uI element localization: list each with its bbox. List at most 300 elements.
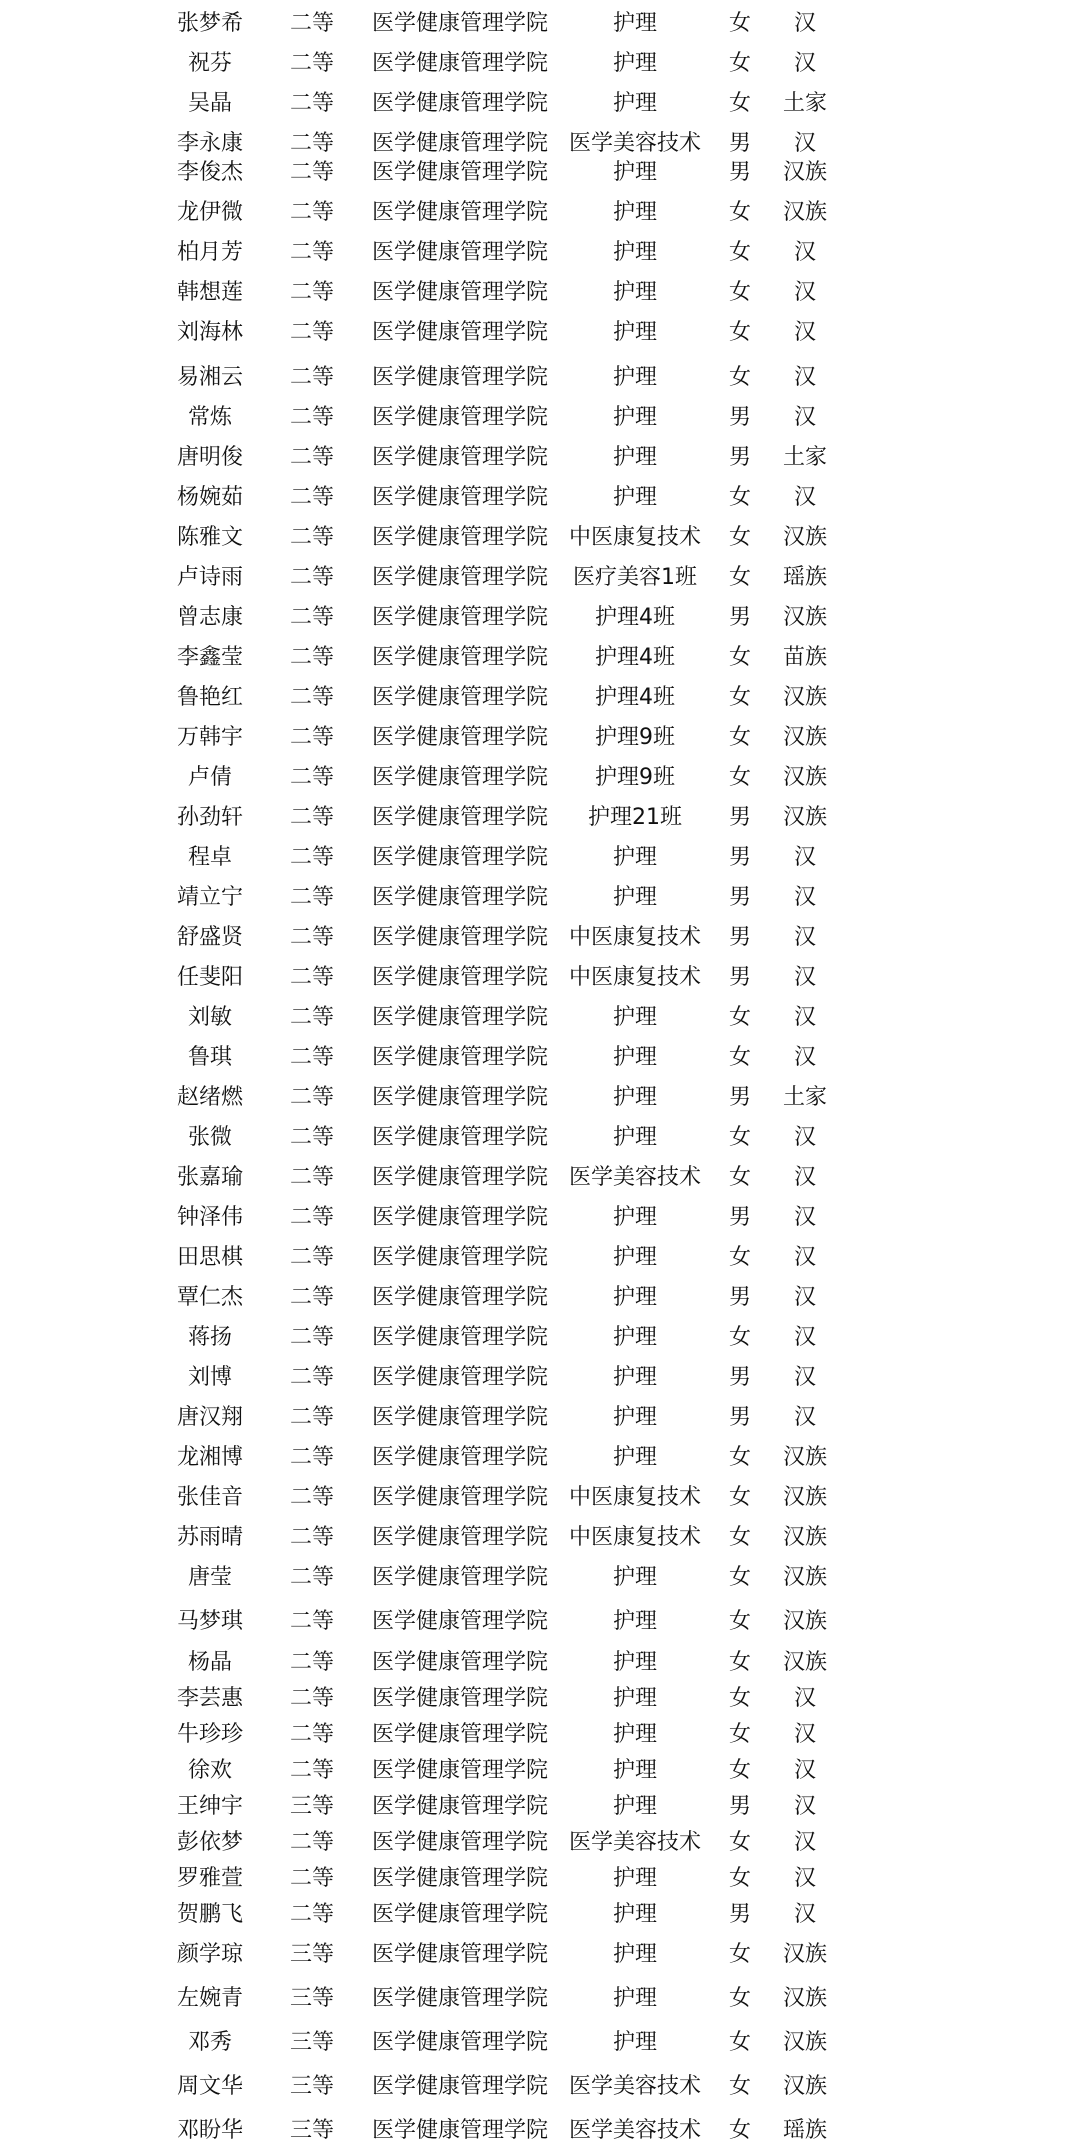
ethnicity-cell: 汉 (793, 1165, 816, 1190)
ethnicity-cell: 汉 (793, 925, 816, 950)
college-name-cell: 医学健康管理学院 (371, 845, 548, 870)
ethnicity-cell: 汉 (793, 1245, 816, 1270)
ethnicity-cell: 汉族 (782, 1609, 827, 1634)
student-name-cell: 蒋扬 (187, 1325, 232, 1350)
major-name-cell: 护理 (612, 485, 657, 510)
student-name-cell: 刘博 (187, 1365, 232, 1390)
ethnicity-cell: 汉族 (782, 685, 827, 710)
student-name-cell: 鲁艳红 (176, 685, 243, 710)
student-name-cell: 卢诗雨 (176, 565, 243, 590)
college-name-cell: 医学健康管理学院 (371, 1609, 548, 1634)
major-name-cell: 医学美容技术 (568, 2118, 701, 2143)
ethnicity-cell: 汉族 (782, 1650, 827, 1675)
gender-cell: 女 (728, 1005, 751, 1030)
award-level-cell: 三等 (289, 2118, 334, 2143)
gender-cell: 男 (728, 160, 751, 185)
major-name-cell: 中医康复技术 (568, 1485, 701, 1510)
student-name-cell: 陈雅文 (176, 525, 243, 550)
major-name-cell: 护理 (612, 1609, 657, 1634)
gender-cell: 女 (728, 1325, 751, 1350)
ethnicity-cell: 汉 (793, 845, 816, 870)
table-row (0, 1238, 1080, 1278)
table-row (0, 1895, 1080, 1935)
major-name-cell: 护理9班 (595, 765, 675, 790)
major-name-cell: 护理 (612, 1794, 657, 1819)
college-name-cell: 医学健康管理学院 (371, 805, 548, 830)
table-row (0, 313, 1080, 353)
student-name-cell: 吴晶 (187, 91, 232, 116)
table-row (0, 438, 1080, 478)
gender-cell: 男 (728, 925, 751, 950)
gender-cell: 女 (728, 1609, 751, 1634)
gender-cell: 女 (728, 1125, 751, 1150)
major-name-cell: 护理 (612, 845, 657, 870)
student-name-cell: 马梦琪 (176, 1609, 243, 1634)
gender-cell: 男 (728, 885, 751, 910)
major-name-cell: 护理 (612, 51, 657, 76)
ethnicity-cell: 苗族 (782, 645, 827, 670)
student-name-cell: 左婉青 (176, 1986, 243, 2011)
college-name-cell: 医学健康管理学院 (371, 1866, 548, 1891)
college-name-cell: 医学健康管理学院 (371, 1902, 548, 1927)
college-name-cell: 医学健康管理学院 (371, 885, 548, 910)
ethnicity-cell: 汉 (793, 280, 816, 305)
ethnicity-cell: 汉族 (782, 1445, 827, 1470)
student-name-cell: 李芸惠 (176, 1686, 243, 1711)
college-name-cell: 医学健康管理学院 (371, 645, 548, 670)
major-name-cell: 中医康复技术 (568, 1525, 701, 1550)
student-name-cell: 任斐阳 (176, 965, 243, 990)
table-row (0, 1751, 1080, 1791)
award-level-cell: 二等 (289, 1650, 334, 1675)
college-name-cell: 医学健康管理学院 (371, 2074, 548, 2099)
major-name-cell: 护理 (612, 200, 657, 225)
award-level-cell: 二等 (289, 91, 334, 116)
college-name-cell: 医学健康管理学院 (371, 1722, 548, 1747)
major-name-cell: 护理4班 (595, 645, 675, 670)
student-name-cell: 万韩宇 (176, 725, 243, 750)
award-level-cell: 二等 (289, 1686, 334, 1711)
award-level-cell: 二等 (289, 1405, 334, 1430)
table-row (0, 1787, 1080, 1827)
major-name-cell: 护理 (612, 445, 657, 470)
table-row (0, 1438, 1080, 1478)
ethnicity-cell: 汉 (793, 1866, 816, 1891)
college-name-cell: 医学健康管理学院 (371, 280, 548, 305)
award-level-cell: 二等 (289, 200, 334, 225)
ethnicity-cell: 汉族 (782, 2074, 827, 2099)
award-level-cell: 三等 (289, 2030, 334, 2055)
college-name-cell: 医学健康管理学院 (371, 405, 548, 430)
award-level-cell: 三等 (289, 2074, 334, 2099)
major-name-cell: 护理 (612, 280, 657, 305)
gender-cell: 男 (728, 1285, 751, 1310)
award-level-cell: 二等 (289, 565, 334, 590)
award-level-cell: 二等 (289, 525, 334, 550)
major-name-cell: 护理 (612, 320, 657, 345)
gender-cell: 男 (728, 805, 751, 830)
award-level-cell: 二等 (289, 160, 334, 185)
major-name-cell: 护理 (612, 1986, 657, 2011)
ethnicity-cell: 汉 (793, 11, 816, 36)
ethnicity-cell: 汉族 (782, 1942, 827, 1967)
ethnicity-cell: 汉族 (782, 805, 827, 830)
table-row (0, 478, 1080, 518)
student-name-cell: 苏雨晴 (176, 1525, 243, 1550)
college-name-cell: 医学健康管理学院 (371, 1650, 548, 1675)
award-level-cell: 二等 (289, 1125, 334, 1150)
college-name-cell: 医学健康管理学院 (371, 365, 548, 390)
ethnicity-cell: 汉 (793, 1794, 816, 1819)
college-name-cell: 医学健康管理学院 (371, 1445, 548, 1470)
table-row (0, 1158, 1080, 1198)
gender-cell: 男 (728, 131, 751, 156)
major-name-cell: 医学美容技术 (568, 131, 701, 156)
table-row (0, 1398, 1080, 1438)
student-name-cell: 周文华 (176, 2074, 243, 2099)
ethnicity-cell: 土家 (782, 445, 827, 470)
gender-cell: 男 (728, 1085, 751, 1110)
college-name-cell: 医学健康管理学院 (371, 2030, 548, 2055)
award-level-cell: 三等 (289, 1942, 334, 1967)
major-name-cell: 护理 (612, 2030, 657, 2055)
major-name-cell: 护理 (612, 1285, 657, 1310)
major-name-cell: 医疗美容1班 (573, 565, 697, 590)
student-name-cell: 颜学琼 (176, 1942, 243, 1967)
gender-cell: 女 (728, 1565, 751, 1590)
gender-cell: 女 (728, 1045, 751, 1070)
gender-cell: 男 (728, 1794, 751, 1819)
gender-cell: 女 (728, 51, 751, 76)
table-row (0, 758, 1080, 798)
student-name-cell: 张佳音 (176, 1485, 243, 1510)
table-row (0, 998, 1080, 1038)
major-name-cell: 护理 (612, 1758, 657, 1783)
gender-cell: 女 (728, 685, 751, 710)
award-level-cell: 二等 (289, 240, 334, 265)
college-name-cell: 医学健康管理学院 (371, 51, 548, 76)
college-name-cell: 医学健康管理学院 (371, 765, 548, 790)
table-row (0, 878, 1080, 918)
table-row (0, 1602, 1080, 1642)
student-name-cell: 靖立宁 (176, 885, 243, 910)
student-name-cell: 鲁琪 (187, 1045, 232, 1070)
table-row (0, 1118, 1080, 1158)
student-name-cell: 唐莹 (187, 1565, 232, 1590)
college-name-cell: 医学健康管理学院 (371, 1794, 548, 1819)
ethnicity-cell: 汉 (793, 131, 816, 156)
table-row (0, 518, 1080, 558)
college-name-cell: 医学健康管理学院 (371, 1986, 548, 2011)
gender-cell: 女 (728, 1722, 751, 1747)
gender-cell: 女 (728, 320, 751, 345)
student-name-cell: 程卓 (187, 845, 232, 870)
table-row (0, 2023, 1080, 2063)
college-name-cell: 医学健康管理学院 (371, 1942, 548, 1967)
gender-cell: 男 (728, 405, 751, 430)
ethnicity-cell: 汉 (793, 1758, 816, 1783)
award-level-cell: 三等 (289, 1794, 334, 1819)
college-name-cell: 医学健康管理学院 (371, 1125, 548, 1150)
gender-cell: 女 (728, 91, 751, 116)
student-name-cell: 田思棋 (176, 1245, 243, 1270)
award-level-cell: 二等 (289, 1722, 334, 1747)
table-row (0, 678, 1080, 718)
award-level-cell: 二等 (289, 925, 334, 950)
award-level-cell: 二等 (289, 11, 334, 36)
student-name-cell: 龙湘博 (176, 1445, 243, 1470)
table-row (0, 1643, 1080, 1683)
major-name-cell: 护理 (612, 1325, 657, 1350)
gender-cell: 男 (728, 965, 751, 990)
ethnicity-cell: 汉 (793, 1005, 816, 1030)
ethnicity-cell: 汉族 (782, 765, 827, 790)
college-name-cell: 医学健康管理学院 (371, 1405, 548, 1430)
major-name-cell: 护理 (612, 91, 657, 116)
student-name-cell: 王绅宇 (176, 1794, 243, 1819)
student-name-cell: 邓盼华 (176, 2118, 243, 2143)
table-row (0, 918, 1080, 958)
gender-cell: 男 (728, 1405, 751, 1430)
gender-cell: 女 (728, 1445, 751, 1470)
award-level-cell: 二等 (289, 1609, 334, 1634)
ethnicity-cell: 汉 (793, 405, 816, 430)
ethnicity-cell: 汉族 (782, 200, 827, 225)
table-row (0, 1318, 1080, 1358)
major-name-cell: 中医康复技术 (568, 925, 701, 950)
major-name-cell: 医学美容技术 (568, 2074, 701, 2099)
major-name-cell: 护理 (612, 405, 657, 430)
college-name-cell: 医学健康管理学院 (371, 565, 548, 590)
gender-cell: 女 (728, 645, 751, 670)
award-level-cell: 二等 (289, 1565, 334, 1590)
college-name-cell: 医学健康管理学院 (371, 1045, 548, 1070)
gender-cell: 女 (728, 1686, 751, 1711)
gender-cell: 女 (728, 525, 751, 550)
table-row (0, 193, 1080, 233)
award-level-cell: 二等 (289, 131, 334, 156)
ethnicity-cell: 汉 (793, 1125, 816, 1150)
college-name-cell: 医学健康管理学院 (371, 1085, 548, 1110)
student-name-cell: 贺鹏飞 (176, 1902, 243, 1927)
ethnicity-cell: 汉 (793, 885, 816, 910)
award-level-cell: 二等 (289, 1205, 334, 1230)
ethnicity-cell: 汉 (793, 365, 816, 390)
gender-cell: 女 (728, 1866, 751, 1891)
gender-cell: 女 (728, 240, 751, 265)
table-row (0, 84, 1080, 124)
table-row (0, 1558, 1080, 1598)
major-name-cell: 护理 (612, 1445, 657, 1470)
student-name-cell: 张嘉瑜 (176, 1165, 243, 1190)
student-name-cell: 覃仁杰 (176, 1285, 243, 1310)
gender-cell: 女 (728, 1986, 751, 2011)
college-name-cell: 医学健康管理学院 (371, 1758, 548, 1783)
gender-cell: 女 (728, 11, 751, 36)
table-row (0, 1078, 1080, 1118)
ethnicity-cell: 土家 (782, 1085, 827, 1110)
ethnicity-cell: 汉 (793, 240, 816, 265)
gender-cell: 女 (728, 2030, 751, 2055)
table-row (0, 2111, 1080, 2151)
student-name-cell: 李俊杰 (176, 160, 243, 185)
college-name-cell: 医学健康管理学院 (371, 1525, 548, 1550)
student-name-cell: 钟泽伟 (176, 1205, 243, 1230)
table-row (0, 598, 1080, 638)
ethnicity-cell: 汉族 (782, 160, 827, 185)
award-level-cell: 二等 (289, 1525, 334, 1550)
major-name-cell: 护理9班 (595, 725, 675, 750)
award-level-cell: 二等 (289, 885, 334, 910)
gender-cell: 女 (728, 365, 751, 390)
student-name-cell: 易湘云 (176, 365, 243, 390)
table-row (0, 1198, 1080, 1238)
ethnicity-cell: 汉族 (782, 605, 827, 630)
major-name-cell: 护理 (612, 1565, 657, 1590)
college-name-cell: 医学健康管理学院 (371, 1830, 548, 1855)
college-name-cell: 医学健康管理学院 (371, 131, 548, 156)
student-name-cell: 孙劲轩 (176, 805, 243, 830)
award-level-cell: 二等 (289, 1830, 334, 1855)
college-name-cell: 医学健康管理学院 (371, 1325, 548, 1350)
gender-cell: 女 (728, 2074, 751, 2099)
major-name-cell: 医学美容技术 (568, 1165, 701, 1190)
gender-cell: 男 (728, 1902, 751, 1927)
college-name-cell: 医学健康管理学院 (371, 965, 548, 990)
award-level-cell: 二等 (289, 320, 334, 345)
major-name-cell: 护理 (612, 160, 657, 185)
award-level-cell: 二等 (289, 1325, 334, 1350)
student-name-cell: 刘敏 (187, 1005, 232, 1030)
ethnicity-cell: 汉族 (782, 725, 827, 750)
table-row (0, 1518, 1080, 1558)
ethnicity-cell: 汉 (793, 965, 816, 990)
major-name-cell: 护理 (612, 1245, 657, 1270)
award-level-cell: 二等 (289, 1365, 334, 1390)
ethnicity-cell: 汉 (793, 1722, 816, 1747)
ethnicity-cell: 汉族 (782, 1565, 827, 1590)
table-row (0, 233, 1080, 273)
college-name-cell: 医学健康管理学院 (371, 605, 548, 630)
award-level-cell: 二等 (289, 1445, 334, 1470)
major-name-cell: 中医康复技术 (568, 525, 701, 550)
gender-cell: 女 (728, 1485, 751, 1510)
award-level-cell: 二等 (289, 485, 334, 510)
table-row (0, 1935, 1080, 1975)
table-row (0, 273, 1080, 313)
gender-cell: 女 (728, 765, 751, 790)
gender-cell: 男 (728, 1205, 751, 1230)
award-level-cell: 二等 (289, 765, 334, 790)
student-name-cell: 张梦希 (176, 11, 243, 36)
college-name-cell: 医学健康管理学院 (371, 160, 548, 185)
gender-cell: 女 (728, 200, 751, 225)
gender-cell: 女 (728, 1830, 751, 1855)
college-name-cell: 医学健康管理学院 (371, 2118, 548, 2143)
college-name-cell: 医学健康管理学院 (371, 1205, 548, 1230)
gender-cell: 女 (728, 280, 751, 305)
college-name-cell: 医学健康管理学院 (371, 240, 548, 265)
gender-cell: 男 (728, 605, 751, 630)
gender-cell: 男 (728, 845, 751, 870)
table-row (0, 838, 1080, 878)
gender-cell: 女 (728, 485, 751, 510)
award-level-cell: 三等 (289, 1986, 334, 2011)
ethnicity-cell: 汉 (793, 1045, 816, 1070)
table-row (0, 558, 1080, 598)
major-name-cell: 护理 (612, 1902, 657, 1927)
student-name-cell: 赵绪燃 (176, 1085, 243, 1110)
award-level-cell: 二等 (289, 365, 334, 390)
ethnicity-cell: 汉族 (782, 1485, 827, 1510)
student-name-cell: 常炼 (187, 405, 232, 430)
table-row (0, 153, 1080, 193)
student-name-cell: 罗雅萱 (176, 1866, 243, 1891)
table-row (0, 44, 1080, 84)
ethnicity-cell: 汉 (793, 1686, 816, 1711)
table-row (0, 1278, 1080, 1318)
table-row (0, 718, 1080, 758)
college-name-cell: 医学健康管理学院 (371, 725, 548, 750)
gender-cell: 女 (728, 2118, 751, 2143)
major-name-cell: 护理 (612, 1686, 657, 1711)
major-name-cell: 护理4班 (595, 605, 675, 630)
ethnicity-cell: 土家 (782, 91, 827, 116)
table-row (0, 1823, 1080, 1863)
table-row (0, 1979, 1080, 2019)
gender-cell: 男 (728, 1365, 751, 1390)
award-level-cell: 二等 (289, 1866, 334, 1891)
ethnicity-cell: 汉族 (782, 525, 827, 550)
student-name-cell: 卢倩 (187, 765, 232, 790)
table-row (0, 4, 1080, 44)
gender-cell: 女 (728, 565, 751, 590)
major-name-cell: 护理 (612, 1866, 657, 1891)
ethnicity-cell: 汉 (793, 1325, 816, 1350)
gender-cell: 女 (728, 1650, 751, 1675)
student-name-cell: 柏月芳 (176, 240, 243, 265)
award-level-cell: 二等 (289, 645, 334, 670)
student-name-cell: 牛珍珍 (176, 1722, 243, 1747)
award-level-cell: 二等 (289, 280, 334, 305)
college-name-cell: 医学健康管理学院 (371, 1485, 548, 1510)
student-name-cell: 唐明俊 (176, 445, 243, 470)
student-name-cell: 龙伊微 (176, 200, 243, 225)
student-name-cell: 杨晶 (187, 1650, 232, 1675)
table-row (0, 638, 1080, 678)
student-name-cell: 唐汉翔 (176, 1405, 243, 1430)
table-row (0, 1038, 1080, 1078)
ethnicity-cell: 瑶族 (782, 2118, 827, 2143)
college-name-cell: 医学健康管理学院 (371, 685, 548, 710)
award-level-cell: 二等 (289, 1085, 334, 1110)
gender-cell: 女 (728, 1245, 751, 1270)
award-level-cell: 二等 (289, 685, 334, 710)
college-name-cell: 医学健康管理学院 (371, 1285, 548, 1310)
college-name-cell: 医学健康管理学院 (371, 320, 548, 345)
student-name-cell: 祝芬 (187, 51, 232, 76)
table-row (0, 1679, 1080, 1719)
table-row (0, 2067, 1080, 2107)
college-name-cell: 医学健康管理学院 (371, 925, 548, 950)
student-name-cell: 彭依梦 (176, 1830, 243, 1855)
major-name-cell: 护理 (612, 365, 657, 390)
major-name-cell: 护理 (612, 885, 657, 910)
ethnicity-cell: 汉 (793, 1285, 816, 1310)
college-name-cell: 医学健康管理学院 (371, 525, 548, 550)
student-name-cell: 韩想莲 (176, 280, 243, 305)
ethnicity-cell: 瑶族 (782, 565, 827, 590)
